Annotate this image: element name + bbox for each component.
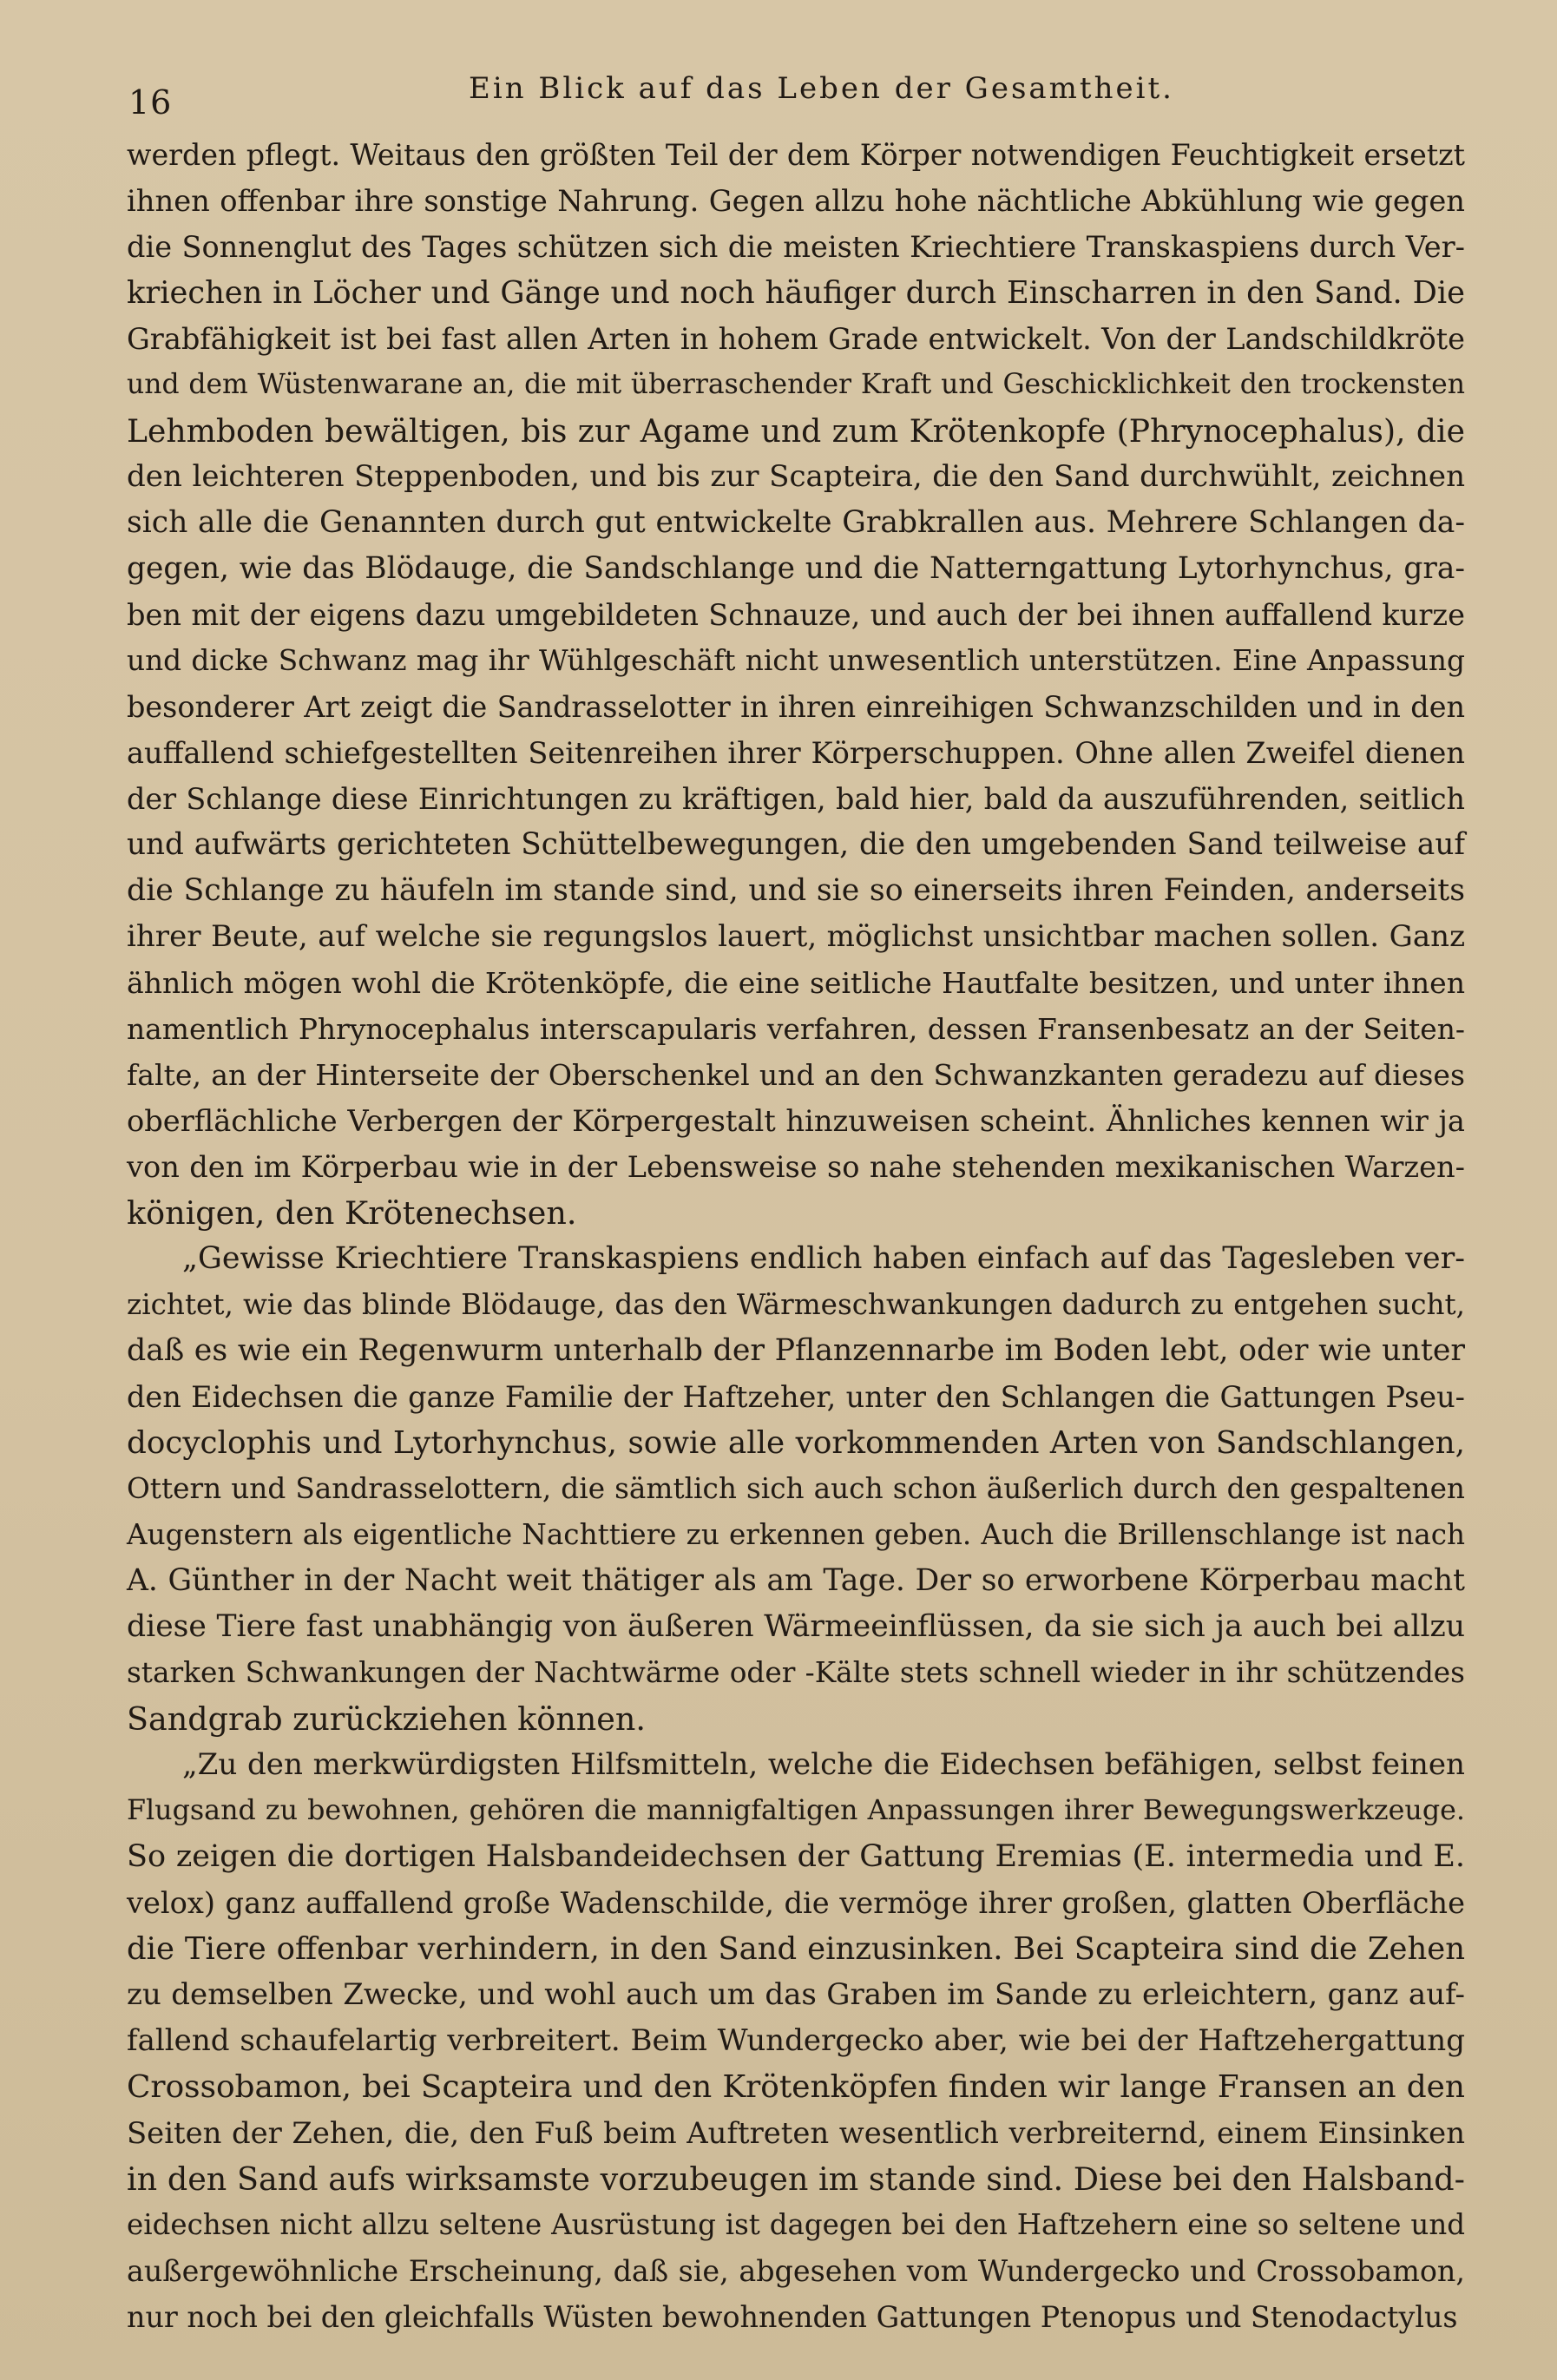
- text-line: docyclophis und Lytorhynchus, sowie alle vorkommenden Arten von Sandschlangen,: [127, 1425, 1465, 1461]
- text-line: in den Sand aufs wirksamste vorzubeugen im stande sind. Diese bei den Halsband-: [127, 2160, 1465, 2198]
- text-line: velox) ganz auffallend große Wadenschilde, die vermöge ihrer großen, glatten Oberfläche: [127, 1886, 1465, 1920]
- text-line: eidechsen nicht allzu seltene Ausrüstung ist dagegen bei den Haftzehern eine so seltene und: [127, 2208, 1465, 2241]
- text-line: ihnen offenbar ihre sonstige Nahrung. Gegen allzu hohe nächtliche Abkühlung wie gegen: [127, 184, 1465, 218]
- text-line: A. Günther in der Nacht weit thätiger als am Tage. Der so erworbene Körperbau macht: [127, 1563, 1465, 1598]
- text-line: und dicke Schwanz mag ihr Wühlgeschäft nicht unwesentlich unterstützen. Eine Anpassung: [127, 644, 1465, 677]
- text-line: Ottern und Sandrasselottern, die sämtlich sich auch schon äußerlich durch den gespaltenen: [127, 1472, 1465, 1505]
- paragraph: [127, 1742, 1465, 2340]
- text-line: starken Schwankungen der Nachtwärme oder -Kälte stets schnell wieder in ihr schützendes: [127, 1656, 1465, 1689]
- text-line: besonderer Art zeigt die Sandrasselotter in ihren einreihigen Schwanzschilden und in den: [127, 690, 1465, 724]
- text-line: von den im Körperbau wie in der Lebensweise so nahe stehenden mexikanischen Warzen-: [127, 1150, 1465, 1184]
- text-line: namentlich Phrynocephalus interscapularis verfahren, dessen Fransenbesatz an der Seiten-: [127, 1012, 1465, 1046]
- text-line: die Sonnenglut des Tages schützen sich die meisten Kriechtiere Transkaspiens durch Ver-: [127, 230, 1465, 264]
- text-line: oberflächliche Verbergen der Körpergestalt hinzuweisen scheint. Ähnliches kennen wir ja: [127, 1104, 1465, 1138]
- text-line: daß es wie ein Regenwurm unterhalb der Pflanzennarbe im Boden lebt, oder wie unter: [127, 1333, 1465, 1368]
- text-line: „Zu den merkwürdigsten Hilfsmitteln, welche die Eidechsen befähigen, selbst feinen: [182, 1747, 1465, 1782]
- text-line: gegen, wie das Blödauge, die Sandschlange und die Natterngattung Lytorhynchus, gra-: [127, 551, 1465, 586]
- text-line: zu demselben Zwecke, und wohl auch um das Graben im Sande zu erleichtern, ganz auf-: [127, 1977, 1465, 2012]
- text-line: ben mit der eigens dazu umgebildeten Schnauze, und auch der bei ihnen auffallend kurze: [127, 598, 1465, 632]
- text-line: Sandgrab zurückziehen können.: [127, 1700, 646, 1738]
- body-text: [127, 132, 1465, 2340]
- text-line: auffallend schiefgestellten Seitenreihen ihrer Körperschuppen. Ohne allen Zweifel dienen: [127, 736, 1465, 770]
- running-title: Ein Blick auf das Leben der Gesamtheit.: [469, 71, 1174, 106]
- text-line: falte, an der Hinterseite der Oberschenkel und an den Schwanzkanten geradezu auf dieses: [127, 1058, 1465, 1092]
- text-line: Augenstern als eigentliche Nachttiere zu erkennen geben. Auch die Brillenschlange ist nach: [127, 1518, 1465, 1551]
- text-line: Flugsand zu bewohnen, gehören die mannigfaltigen Anpassungen ihrer Bewegungswerkzeuge.: [127, 1795, 1465, 1826]
- text-line: „Gewisse Kriechtiere Transkaspiens endlich haben einfach auf das Tagesleben ver-: [182, 1241, 1465, 1276]
- paragraph: [127, 132, 1465, 1236]
- text-line: die Tiere offenbar verhindern, in den Sand einzusinken. Bei Scapteira sind die Zehen: [127, 1931, 1465, 1967]
- text-line: Crossobamon, bei Scapteira und den Krötenköpfen finden wir lange Fransen an den: [127, 2069, 1465, 2105]
- text-line: königen, den Krötenechsen.: [127, 1194, 577, 1232]
- text-line: sich alle die Genannten durch gut entwickelte Grabkrallen aus. Mehrere Schlangen da-: [127, 505, 1465, 540]
- text-line: ihrer Beute, auf welche sie regungslos lauert, möglichst unsichtbar machen sollen. Ganz: [127, 919, 1465, 954]
- text-line: ähnlich mögen wohl die Krötenköpfe, die eine seitliche Hautfalte besitzen, und unter ihnen: [127, 966, 1465, 1000]
- text-line: und aufwärts gerichteten Schüttelbewegungen, die den umgebenden Sand teilweise auf: [127, 827, 1465, 862]
- text-line: diese Tiere fast unabhängig von äußeren Wärmeeinflüssen, da sie sich ja auch bei allzu: [127, 1609, 1465, 1644]
- text-line: nur noch bei den gleichfalls Wüsten bewohnenden Gattungen Ptenopus und Stenodactylus: [127, 2300, 1458, 2334]
- text-line: Lehmboden bewältigen, bis zur Agame und zum Krötenkopfe (Phrynocephalus), die: [127, 412, 1465, 450]
- text-line: So zeigen die dortigen Halsbandeidechsen der Gattung Eremias (E. intermedia und E.: [127, 1839, 1465, 1874]
- text-line: Seiten der Zehen, die, den Fuß beim Auftreten wesentlich verbreiternd, einem Einsinken: [127, 2116, 1465, 2150]
- text-line: den Eidechsen die ganze Familie der Haftzeher, unter den Schlangen die Gattungen Pseu-: [127, 1380, 1465, 1414]
- text-line: außergewöhnliche Erscheinung, daß sie, abgesehen vom Wundergecko und Crossobamon,: [127, 2254, 1465, 2288]
- text-line: die Schlange zu häufeln im stande sind, und sie so einerseits ihren Feinden, anderseits: [127, 873, 1465, 908]
- text-line: Grabfähigkeit ist bei fast allen Arten in hohem Grade entwickelt. Von der Landschildkröte: [127, 322, 1465, 356]
- text-line: werden pflegt. Weitaus den größten Teil der dem Körper notwendigen Feuchtigkeit ersetzt: [127, 138, 1465, 172]
- page-number: 16: [128, 83, 173, 122]
- page-header: [128, 68, 1465, 128]
- text-line: kriechen in Löcher und Gänge und noch häufiger durch Einscharren in den Sand. Die: [127, 275, 1465, 311]
- text-line: der Schlange diese Einrichtungen zu kräftigen, bald hier, bald da auszuführenden, seitlich: [127, 782, 1465, 816]
- text-line: den leichteren Steppenboden, und bis zur Scapteira, die den Sand durchwühlt, zeichnen: [127, 459, 1465, 494]
- paragraph: [127, 1236, 1465, 1742]
- text-line: zichtet, wie das blinde Blödauge, das den Wärmeschwankungen dadurch zu entgehen sucht,: [127, 1288, 1465, 1321]
- text-line: fallend schaufelartig verbreitert. Beim Wundergecko aber, wie bei der Haftzehergattung: [127, 2023, 1465, 2058]
- text-line: und dem Wüstenwarane an, die mit überraschender Kraft und Geschicklichkeit den trockensten: [127, 369, 1465, 400]
